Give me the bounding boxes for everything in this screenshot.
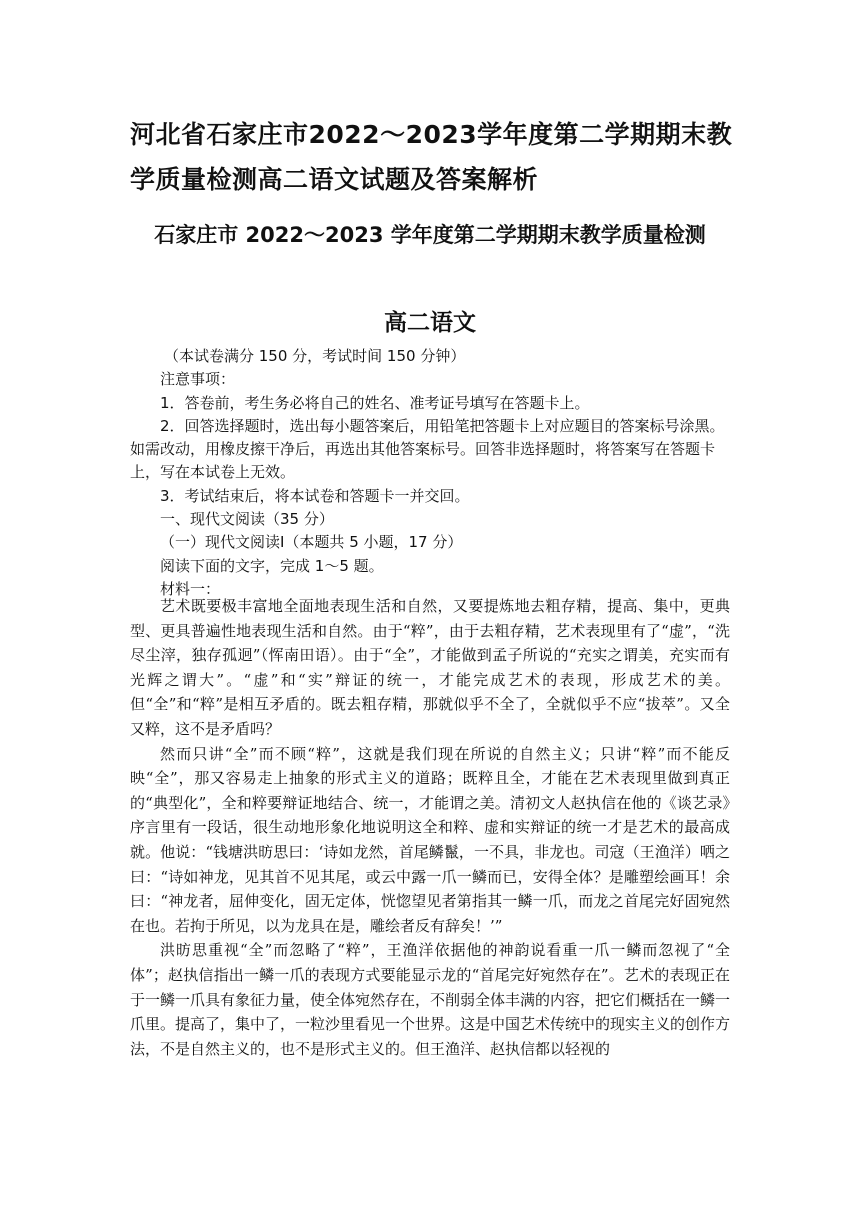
passage-paragraph-1: 艺术既要极丰富地全面地表现生活和自然，又要提炼地去粗存精，提高、集中，更典型、更具普遍性地表现生活和自然。由于“粹”，由于去粗存精，艺术表现里有了“虚”，“洗尽尘滓，独存孤迥”（恽南田语）。由于“全”，才能做到孟子所说的“充实之谓美，充实而有光辉之谓大”。“虚”和“实”辩证的统一，才能完成艺术的表现，形成艺术的美。但“全”和“粹”是相互矛盾的。既去粗存精，那就似乎不全了，全就似乎不应“拔萃”。又全又粹，这不是矛盾吗？ bbox=[130, 597, 730, 738]
document-title: 河北省石家庄市2022～2023学年度第二学期期末教学质量检测高二语文试题及答案解析 bbox=[130, 120, 733, 194]
passage-paragraph-2: 然而只讲“全”而不顾“粹”，这就是我们现在所说的自然主义；只讲“粹”而不能反映“全”，那又容易走上抽象的形式主义的道路；既粹且全，才能在艺术表现里做到真正的“典型化”，全和粹要辩证地结合、统一，才能谓之美。清初文人赵执信在他的《谈艺录》序言里有一段话，很生动地形象化地说明这全和粹、虚和实辩证的统一才是艺术的最高成就。他说：“钱塘洪昉思曰：‘诗如龙然，首尾鳞鬣，一不具，非龙也。司寇（王渔洋）哂之曰：“诗如神龙，见其首不见其尾，或云中露一爪一鳞而已，安得全体？是雕塑绘画耳！余曰：“神龙者，屈伸变化，固无定体，恍惚望见者第指其一鳞一爪，而龙之首尾完好固宛然在也。若拘于所见，以为龙具在是，雕绘者反有辞矣！’” bbox=[130, 744, 730, 935]
reading-instruction: 阅读下面的文字，完成 1～5 题。 bbox=[160, 556, 384, 575]
notes-heading: 注意事项： bbox=[160, 370, 236, 389]
note-3: 3．考试结束后，将本试卷和答题卡一并交回。 bbox=[160, 486, 470, 505]
section-heading: 一、现代文阅读（35 分） bbox=[160, 510, 334, 529]
exam-title: 石家庄市 2022～2023 学年度第二学期期末教学质量检测 bbox=[154, 223, 706, 247]
note-1: 1．答卷前，考生务必将自己的姓名、准考证号填写在答题卡上。 bbox=[160, 393, 590, 412]
note-2: 2．回答选择题时，选出每小题答案后，用铅笔把答题卡上对应题目的答案标号涂黑。如需改动，用橡皮擦干净后，再选出其他答案标号。回答非选择题时，将答案写在答题卡上，写在本试卷上无效。 bbox=[130, 416, 725, 482]
reading-passage bbox=[130, 594, 730, 1061]
passage-paragraph-3: 洪昉思重视“全”而忽略了“粹”，王渔洋依据他的神韵说看重一爪一鳞而忽视了“全体”；赵执信指出一鳞一爪的表现方式要能显示龙的“首尾完好宛然存在”。艺术的表现正在于一鳞一爪具有象征力量，使全体宛然存在，不削弱全体丰满的内容，把它们概括在一鳞一爪里。提高了，集中了，一粒沙里看见一个世界。这是中国艺术传统中的现实主义的创作方法，不是自然主义的，也不是形式主义的。但王渔洋、赵执信都以轻视的 bbox=[130, 941, 731, 1058]
subject-title: 高二语文 bbox=[384, 310, 476, 336]
exam-info: （本试卷满分 150 分，考试时间 150 分钟） bbox=[164, 347, 466, 365]
material-label: 材料一： bbox=[160, 579, 221, 598]
instructions-block bbox=[130, 345, 730, 601]
subsection-heading: （一）现代文阅读Ⅰ（本题共 5 小题，17 分） bbox=[160, 533, 463, 552]
